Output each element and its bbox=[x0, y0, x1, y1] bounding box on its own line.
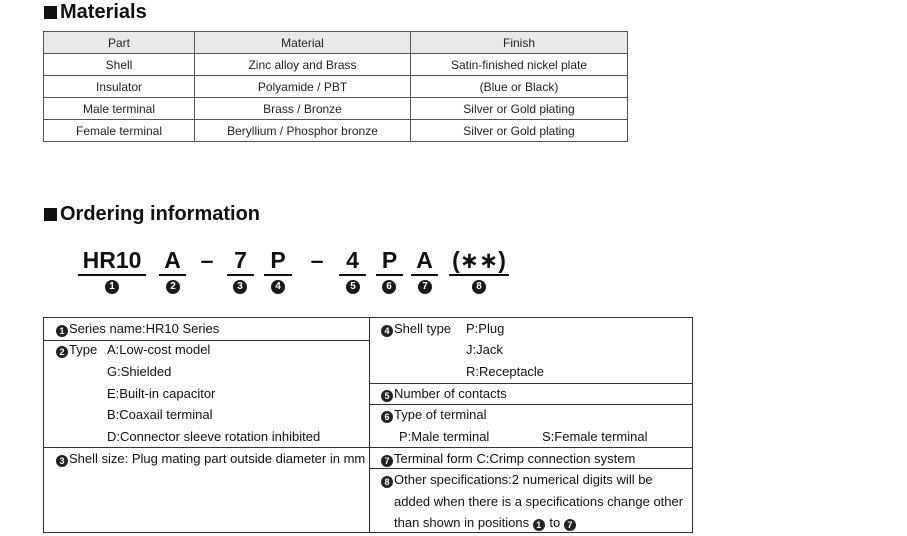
type-option-g: G:Shielded bbox=[107, 364, 172, 379]
part-dash: – bbox=[310, 247, 324, 273]
position-marker: 8 bbox=[472, 280, 486, 294]
materials-header-row bbox=[44, 32, 628, 54]
table-cell: Shell bbox=[44, 54, 195, 76]
row-divider bbox=[44, 447, 369, 448]
terminal-form-row bbox=[381, 451, 635, 467]
table-cell: Female terminal bbox=[44, 120, 195, 142]
position-marker: 2 bbox=[166, 280, 180, 294]
ordering-heading bbox=[44, 203, 260, 226]
table-cell: Silver or Gold plating bbox=[411, 98, 628, 120]
position-marker: 6 bbox=[382, 280, 396, 294]
position-marker: 7 bbox=[418, 280, 432, 294]
other-spec-line-2: added when there is a specifications change other bbox=[394, 494, 684, 509]
part-segment-terminal-type: P bbox=[376, 246, 403, 276]
row-divider bbox=[369, 447, 692, 448]
terminal-type-row bbox=[381, 407, 487, 423]
position-marker: 5 bbox=[346, 280, 360, 294]
position-marker: 7 bbox=[564, 519, 576, 531]
table-cell: Silver or Gold plating bbox=[411, 120, 628, 142]
materials-heading bbox=[44, 1, 147, 24]
position-marker: 6 bbox=[381, 411, 393, 423]
part-dash: – bbox=[200, 247, 214, 273]
other-spec-line-1: Other specifications:2 numerical digits will be bbox=[394, 472, 653, 487]
table-cell: Insulator bbox=[44, 76, 195, 98]
other-spec-line-3-text: than shown in positions bbox=[394, 515, 530, 530]
table-cell: Male terminal bbox=[44, 98, 195, 120]
part-segment-shell-type: P bbox=[264, 246, 292, 276]
type-option-a: A:Low-cost model bbox=[107, 342, 211, 357]
table-cell: Satin-finished nickel plate bbox=[411, 54, 628, 76]
row-divider bbox=[369, 383, 692, 384]
position-marker: 3 bbox=[56, 455, 68, 467]
shell-size-text: Shell size: Plug mating part outside diameter in mm bbox=[69, 451, 366, 466]
shell-type-label: Shell type bbox=[394, 321, 452, 336]
terminal-type-female: S:Female terminal bbox=[542, 429, 648, 444]
shell-type-jack: J:Jack bbox=[466, 342, 503, 357]
materials-table bbox=[43, 31, 628, 142]
terminal-type-label: Type of terminal bbox=[394, 407, 487, 422]
column-header-finish: Finish bbox=[411, 32, 628, 54]
table-cell: Polyamide / PBT bbox=[195, 76, 411, 98]
table-row bbox=[44, 120, 628, 142]
row-divider bbox=[369, 404, 692, 405]
position-marker: 1 bbox=[105, 280, 119, 294]
position-marker: 1 bbox=[56, 325, 68, 337]
position-marker: 5 bbox=[381, 390, 393, 402]
part-segment-other-spec: (∗∗) bbox=[449, 246, 509, 276]
part-segment-type: A bbox=[159, 246, 186, 276]
column-divider bbox=[369, 318, 370, 532]
part-segment-terminal-form: A bbox=[411, 246, 438, 276]
type-option-d: D:Connector sleeve rotation inhibited bbox=[107, 429, 321, 444]
part-segment-contacts: 4 bbox=[339, 246, 366, 276]
shell-type-plug: P:Plug bbox=[466, 321, 505, 336]
position-marker: 8 bbox=[381, 476, 393, 488]
position-marker: 1 bbox=[533, 519, 545, 531]
ordering-details-table bbox=[43, 317, 693, 533]
table-cell: Beryllium / Phosphor bronze bbox=[195, 120, 411, 142]
contacts-row bbox=[381, 386, 507, 402]
table-row bbox=[44, 98, 628, 120]
table-cell: (Blue or Black) bbox=[411, 76, 628, 98]
column-header-material: Material bbox=[195, 32, 411, 54]
other-spec-to-text: to bbox=[549, 515, 561, 530]
position-marker: 3 bbox=[233, 280, 247, 294]
shell-type-receptacle: R:Receptacle bbox=[466, 364, 545, 379]
row-divider bbox=[369, 468, 692, 469]
table-row bbox=[44, 76, 628, 98]
table-row bbox=[44, 54, 628, 76]
series-name-row bbox=[56, 321, 219, 337]
square-bullet-icon bbox=[44, 208, 57, 221]
type-option-b: B:Coaxail terminal bbox=[107, 407, 213, 422]
other-spec-line-3 bbox=[394, 515, 577, 531]
table-cell: Brass / Bronze bbox=[195, 98, 411, 120]
part-segment-shell-size: 7 bbox=[227, 246, 254, 276]
column-header-part: Part bbox=[44, 32, 195, 54]
terminal-form-text: Terminal form C:Crimp connection system bbox=[394, 451, 636, 466]
part-segment-series: HR10 bbox=[78, 246, 146, 276]
ordering-heading-text: Ordering information bbox=[60, 203, 260, 225]
shell-type-row bbox=[381, 321, 451, 337]
type-option-e: E:Built-in capacitor bbox=[107, 386, 216, 401]
materials-heading-text: Materials bbox=[60, 1, 147, 23]
series-name-text: Series name:HR10 Series bbox=[69, 321, 220, 336]
other-spec-row bbox=[381, 472, 653, 488]
position-marker: 7 bbox=[381, 455, 393, 467]
contacts-text: Number of contacts bbox=[394, 386, 507, 401]
square-bullet-icon bbox=[44, 6, 57, 19]
position-marker: 4 bbox=[271, 280, 285, 294]
type-row bbox=[56, 342, 97, 358]
type-label: Type bbox=[69, 342, 98, 357]
terminal-type-male: P:Male terminal bbox=[399, 429, 490, 444]
table-cell: Zinc alloy and Brass bbox=[195, 54, 411, 76]
position-marker: 4 bbox=[381, 325, 393, 337]
shell-size-row bbox=[56, 451, 365, 467]
position-marker: 2 bbox=[56, 346, 68, 358]
row-divider bbox=[44, 340, 369, 341]
